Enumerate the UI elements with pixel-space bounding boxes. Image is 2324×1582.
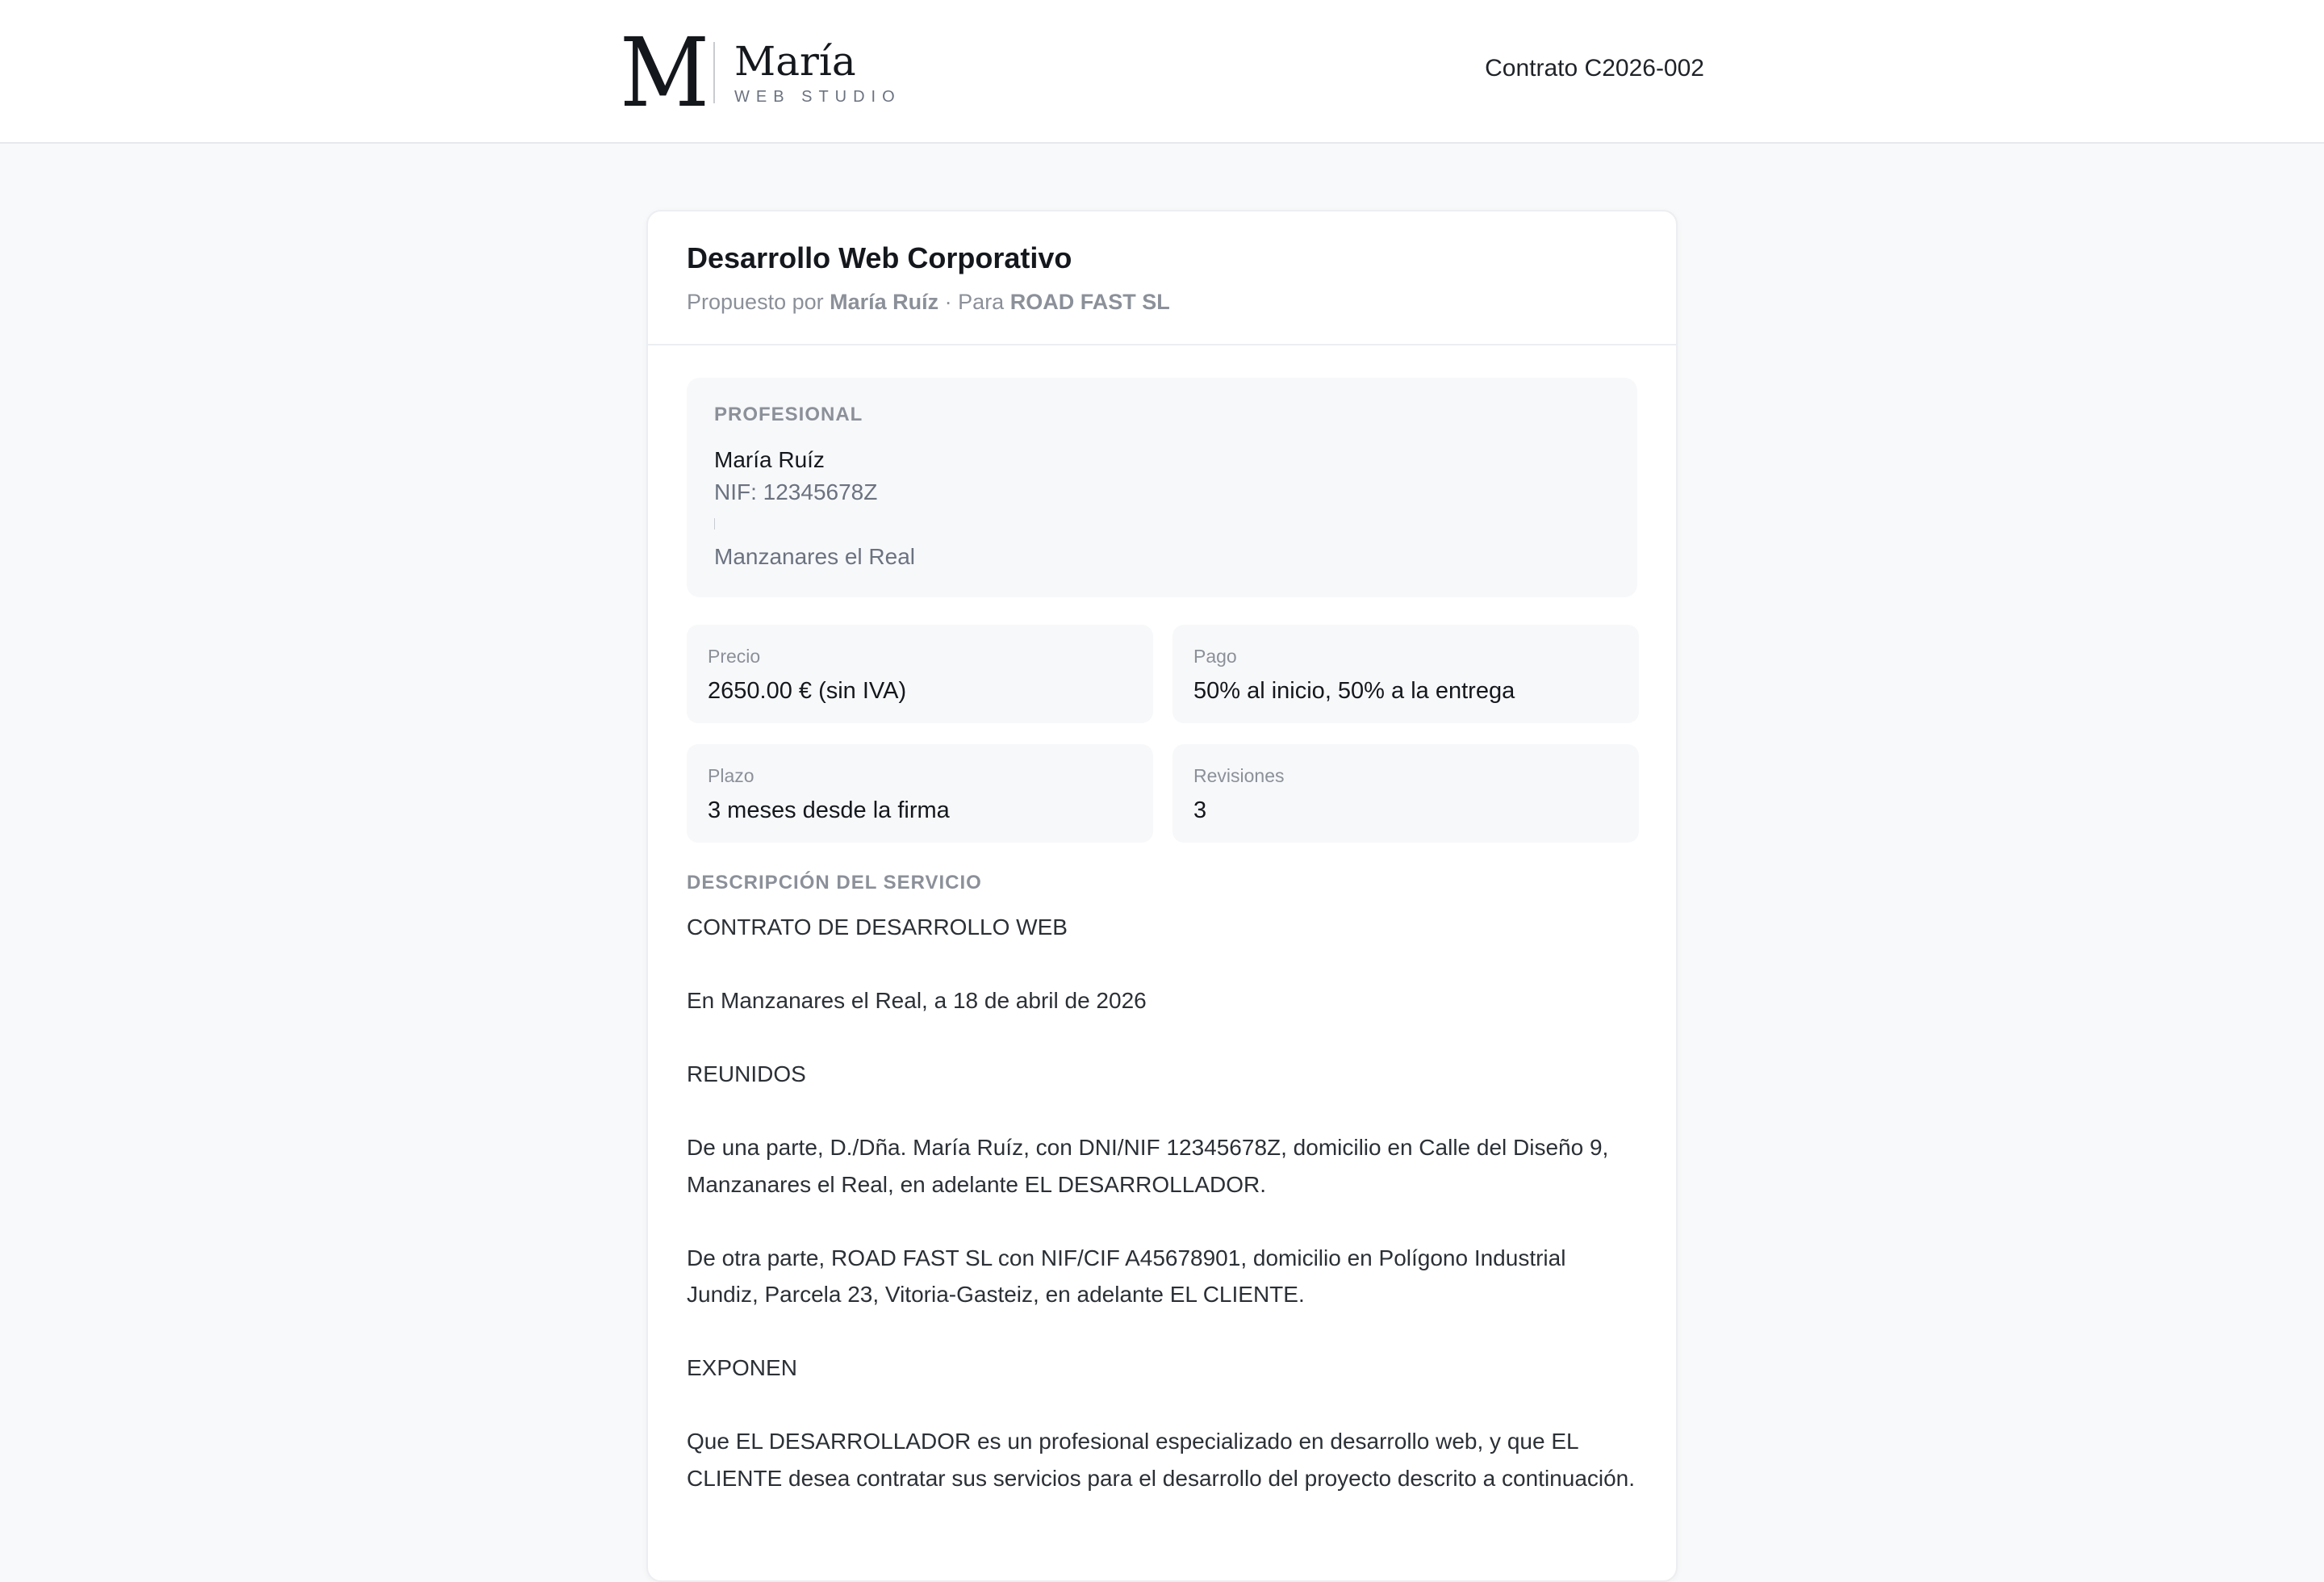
detail-label: Precio [708,646,761,667]
detail-label: Pago [1193,646,1237,667]
detail-value: 2650.00 € (sin IVA) [708,678,907,704]
logo-monogram: M [620,17,705,128]
description-paragraph: REUNIDOS [687,1061,806,1086]
detail-value: 3 [1193,797,1207,823]
description-paragraph: CONTRATO DE DESARROLLO WEB [687,914,1068,940]
professional-nif: NIF: 12345678Z [714,479,878,504]
card-header [648,211,1676,345]
top-header [0,0,2324,144]
client-name: ROAD FAST SL [1009,290,1170,314]
contract-subtitle [687,287,1637,316]
description-paragraph: EXPONEN [687,1355,797,1380]
contract-title: Desarrollo Web Corporativo [687,241,1072,274]
proposed-by-label: Propuesto por [687,290,824,314]
professional-city: Manzanares el Real [714,544,916,569]
logo-divider [713,42,715,103]
for-label: · Para [944,290,1005,314]
detail-label: Revisiones [1193,765,1285,786]
logo-name: María [734,37,856,85]
description-label: DESCRIPCIÓN DEL SERVICIO [687,872,982,894]
description-paragraph: De una parte, D./Dña. María Ruíz, con DNI/NIF 12345678Z, domicilio en Calle del Diseño 9, Manzanares el Real, en adelante EL DESARROLLADOR. [687,1135,1609,1197]
card-body [648,345,1676,1496]
detail-price [687,625,1153,723]
description-paragraph: En Manzanares el Real, a 18 de abril de 2026 [687,988,1147,1013]
contract-card [646,210,1678,1582]
detail-value: 50% al inicio, 50% a la entrega [1193,678,1515,704]
detail-value: 3 meses desde la firma [708,797,950,823]
detail-deadline [687,744,1153,843]
logo-subtitle: WEB STUDIO [734,87,901,106]
detail-label: Plazo [708,765,754,786]
service-description [687,909,1637,1496]
brand-logo[interactable] [620,17,901,128]
details-grid [687,625,1637,843]
professional-label: PROFESIONAL [714,404,863,425]
detail-payment [1172,625,1639,723]
description-paragraph: De otra parte, ROAD FAST SL con NIF/CIF A45678901, domicilio en Polígono Industrial Jundiz, Parcela 23, Vitoria-Gasteiz, en adelante EL CLIENTE. [687,1245,1566,1307]
professional-name: María Ruíz [714,447,825,472]
contract-id: Contrato C2026-002 [1485,55,1704,82]
logo-wordmark [734,37,901,107]
description-paragraph: Que EL DESARROLLADOR es un profesional especializado en desarrollo web, y que EL CLIENTE desea contratar sus servicios para el desarrollo del proyecto descrito a continuación. [687,1429,1636,1491]
professional-address-empty [714,508,1610,541]
proposed-by-name: María Ruíz [830,290,939,314]
professional-box [687,378,1637,597]
detail-revisions [1172,744,1639,843]
